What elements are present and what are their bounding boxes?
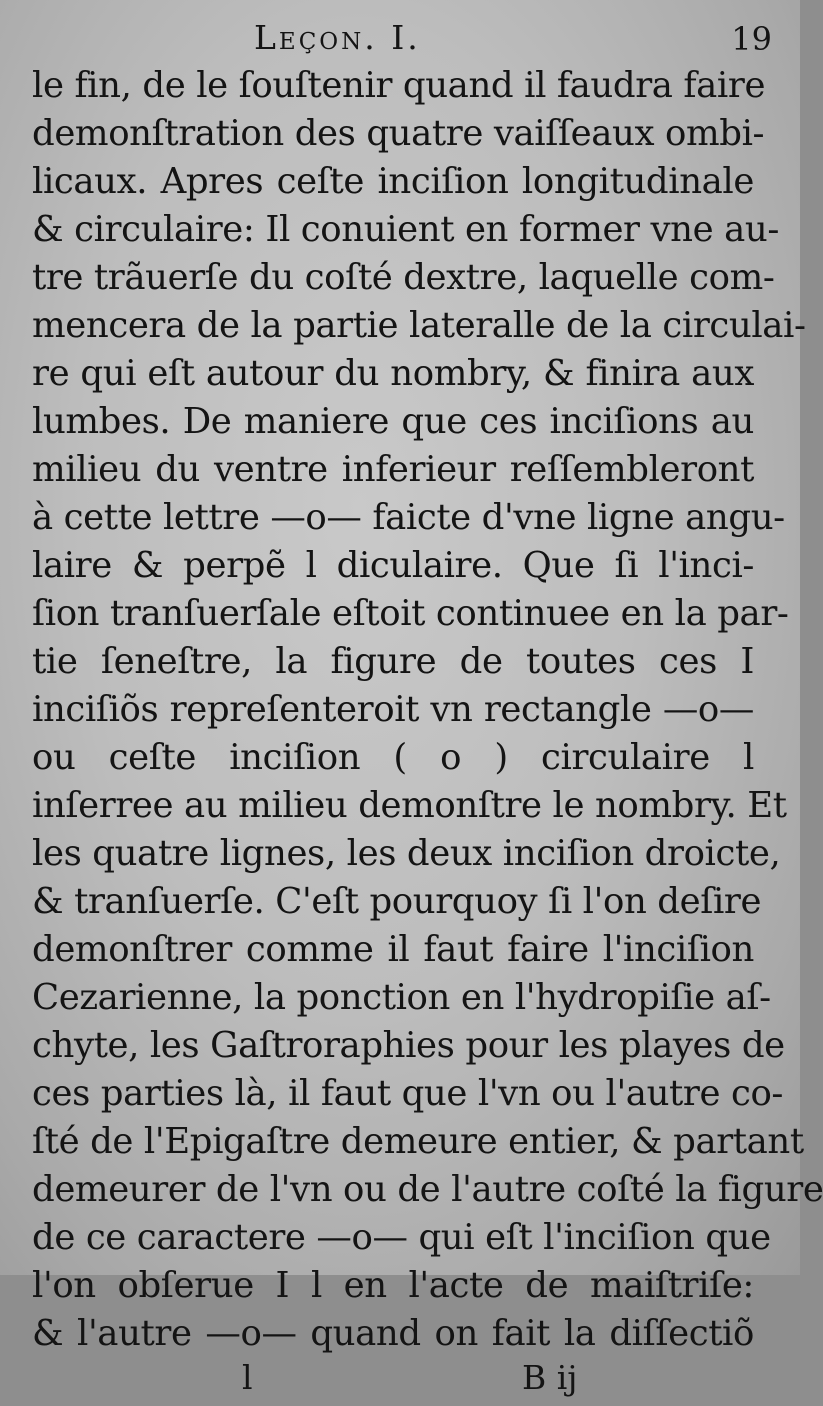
text-line: inciſiõs repreſenteroit vn rectangle —o— <box>32 689 754 730</box>
text-line: ces parties là, il faut que l'vn ou l'autre co- <box>32 1073 784 1114</box>
text-line: l'on obſerue I l en l'acte de maiſtriſe: <box>32 1265 754 1306</box>
text-line: tie ſeneſtre, la figure de toutes ces I <box>32 641 754 682</box>
page-footer <box>32 1358 772 1406</box>
text-line: re qui eſt autour du nombry, & finira aux <box>32 353 754 394</box>
text-line: ou ceſte inciſion ( o ) circulaire l <box>32 737 754 778</box>
text-line: milieu du ventre inferieur reſſembleront <box>32 449 754 490</box>
text-line: chyte, les Gaſtroraphies pour les playes de <box>32 1025 785 1066</box>
catchword: l <box>242 1358 253 1397</box>
text-line: & circulaire: Il conuient en former vne au- <box>32 209 779 250</box>
body-text <box>32 62 823 1358</box>
running-head: Leçon. I. <box>254 18 421 57</box>
text-line: les quatre lignes, les deux inciſion droicte, <box>32 833 781 874</box>
text-line: demonſtrer comme il faut faire l'inciſion <box>32 929 754 970</box>
text-line: tre trãuerſe du coſté dextre, laquelle com- <box>32 257 775 298</box>
text-line: le fin, de le ſouſtenir quand il faudra faire <box>32 65 766 106</box>
signature-mark: B ij <box>522 1358 578 1397</box>
page-header <box>32 18 772 62</box>
text-line: de ce caractere —o— qui eſt l'inciſion que <box>32 1217 771 1258</box>
text-line: demeurer de l'vn ou de l'autre coſté la figure <box>32 1169 823 1210</box>
text-line: licaux. Apres ceſte inciſion longitudinale <box>32 161 754 202</box>
text-line: & l'autre —o— quand on fait la diſſectiõ <box>32 1313 754 1354</box>
text-line: lumbes. De maniere que ces inciſions au <box>32 401 754 442</box>
text-line: & tranſuerſe. C'eſt pourquoy ſi l'on deſire <box>32 881 762 922</box>
text-line: à cette lettre —o— faicte d'vne ligne angu- <box>32 497 785 538</box>
text-line: mencera de la partie lateralle de la circulai- <box>32 305 806 346</box>
text-line: Cezarienne, la ponction en l'hydropiſie aſ- <box>32 977 771 1018</box>
page-number: 19 <box>731 20 772 58</box>
text-line: demonſtration des quatre vaiſſeaux ombi- <box>32 113 765 154</box>
text-line: ſion tranſuerſale eſtoit continuee en la par- <box>32 593 789 634</box>
text-line: inſerree au milieu demonſtre le nombry. Et <box>32 785 787 826</box>
text-line: ſté de l'Epigaſtre demeure entier, & partant <box>32 1121 804 1162</box>
text-line: laire & perpẽ l diculaire. Que ſi l'inci- <box>32 545 754 586</box>
